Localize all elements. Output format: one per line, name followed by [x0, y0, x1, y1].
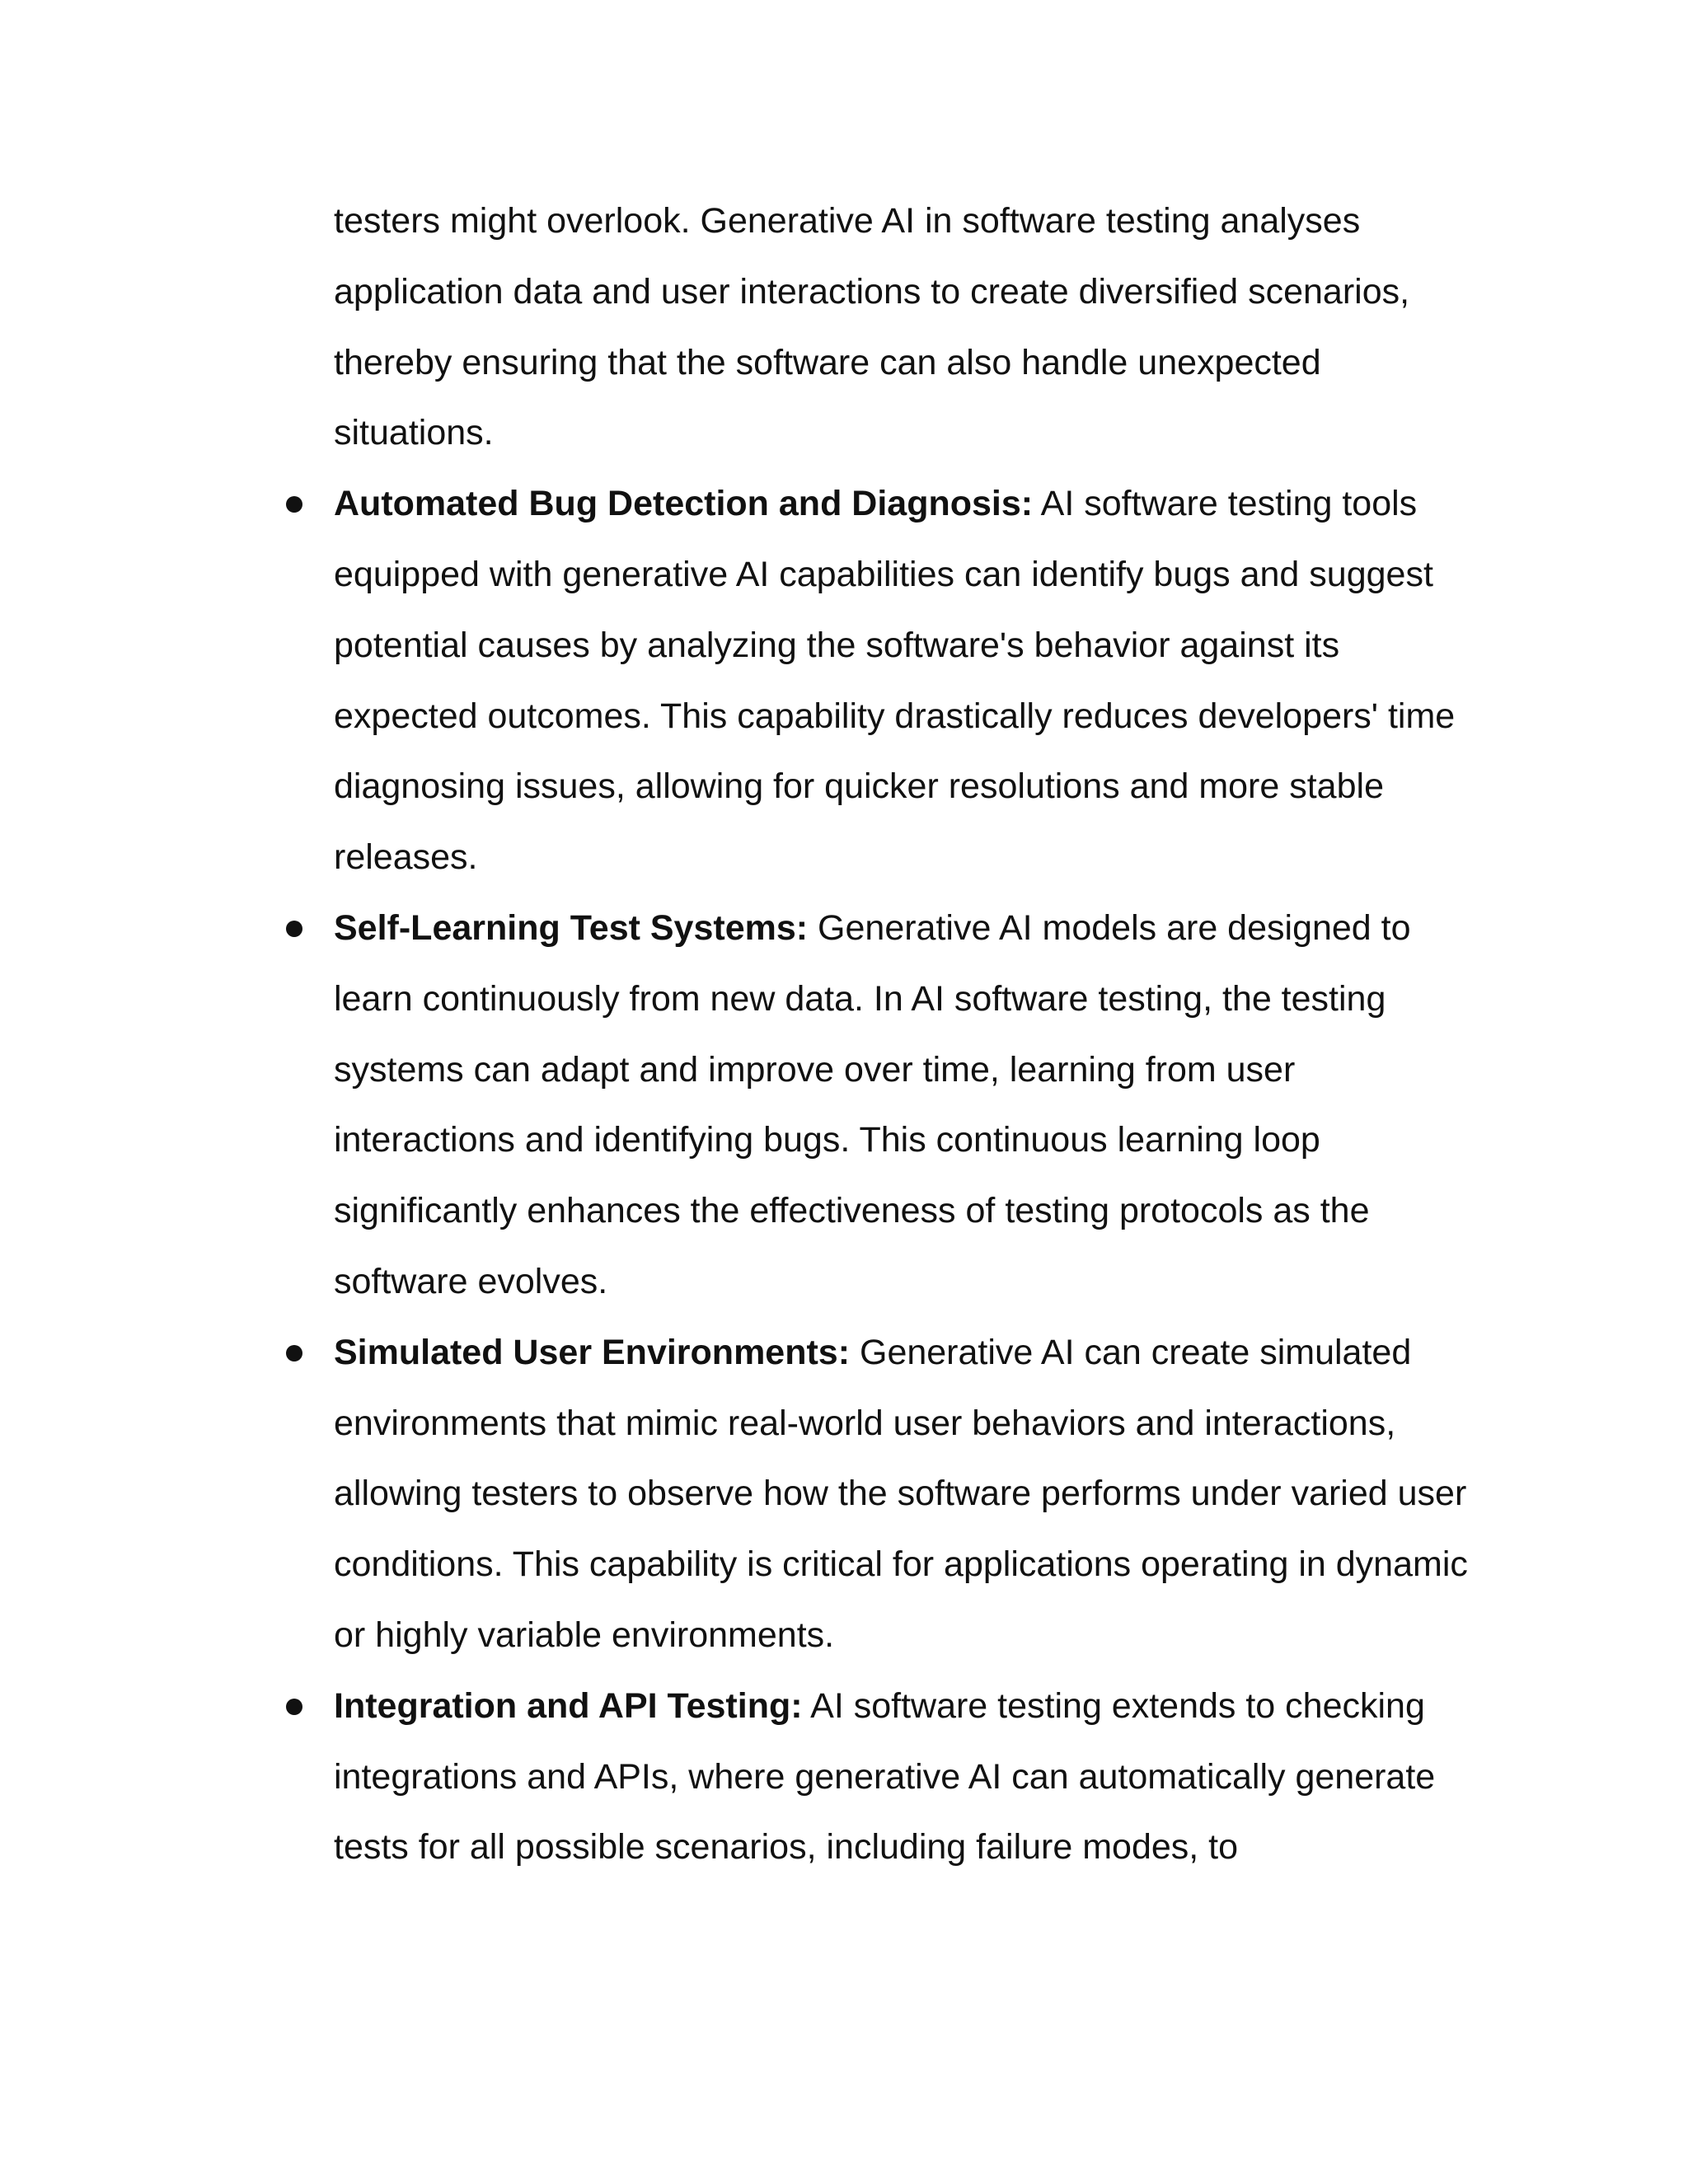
- bullet-text: AI software testing tools equipped with generative AI capabilities can identify bugs and suggest potential causes by analyzing the software's behavior against its expected outcomes. This capability drastically reduces developers' time diagnosing issues, allowing for quicker resolutions and more stable releases.: [334, 484, 1456, 878]
- bullet-icon: [286, 1345, 302, 1361]
- list-item: [334, 1318, 1475, 1671]
- bullet-icon: [286, 1699, 302, 1715]
- bullet-term: Simulated User Environments:: [334, 1332, 851, 1372]
- bullet-text: Generative AI models are designed to learn continuously from new data. In AI software testing, the testing systems can adapt and improve over time, learning from user interactions and identifying bugs. This continuous learning loop significantly enhances the effectiveness of testing protocols as the software evolves.: [334, 907, 1411, 1301]
- bullet-text: AI software testing extends to checking integrations and APIs, where generative AI can automatically generate tests for all possible scenarios, including failure modes, to: [334, 1685, 1436, 1868]
- document-body: [334, 186, 1488, 1883]
- list-item: [334, 893, 1475, 1318]
- bullet-term: Integration and API Testing:: [334, 1685, 803, 1726]
- bullet-term: Self-Learning Test Systems:: [334, 907, 809, 948]
- bullet-text: Generative AI can create simulated environments that mimic real-world user behaviors and interactions, allowing testers to observe how the software performs under varied user conditions. This capability is critical for applications operating in dynamic or highly variable environments.: [334, 1332, 1468, 1655]
- bullet-icon: [286, 496, 302, 513]
- list-item: [334, 1671, 1475, 1883]
- bullet-icon: [286, 921, 302, 937]
- feature-bullet-list: [334, 469, 1488, 1883]
- bullet-term: Automated Bug Detection and Diagnosis:: [334, 484, 1034, 524]
- list-item: [334, 469, 1475, 893]
- intro-continuation-paragraph: testers might overlook. Generative AI in software testing analyses application data and user interactions to create diversified scenarios, thereby ensuring that the software can also handle unexpected situations.: [334, 201, 1410, 453]
